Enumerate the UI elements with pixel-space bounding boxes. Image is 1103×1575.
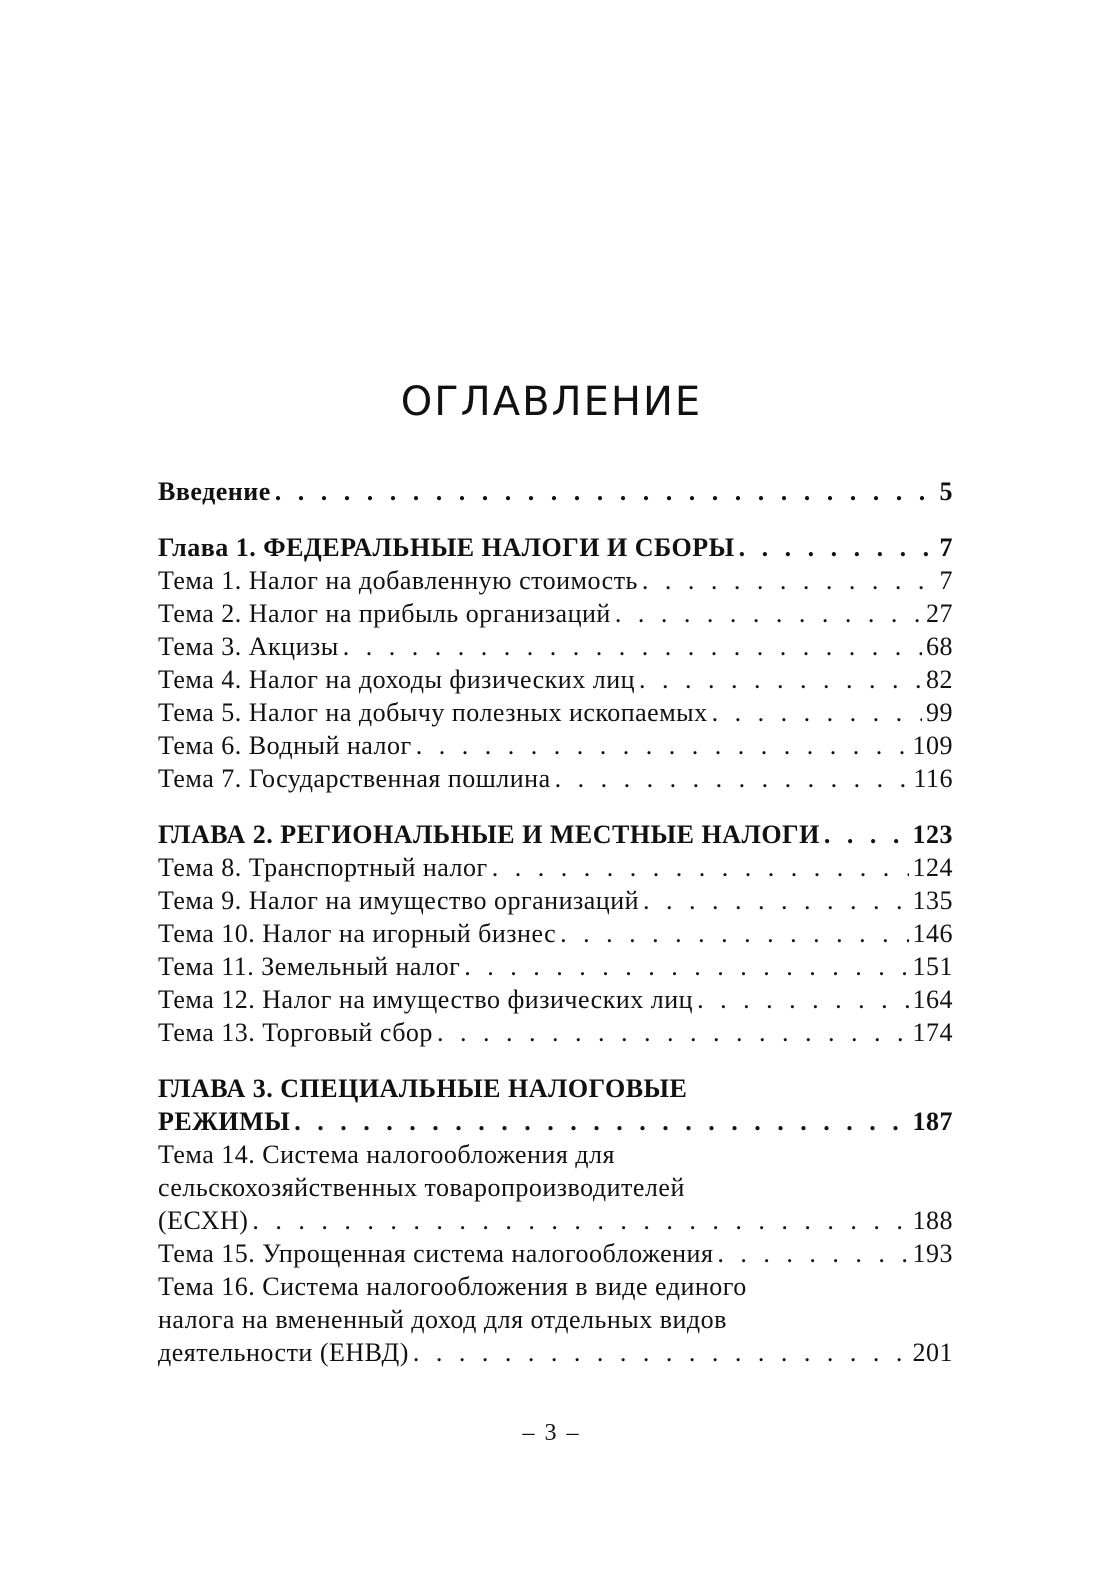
toc-topic-11[interactable] bbox=[158, 950, 953, 983]
dot-leader bbox=[294, 1105, 908, 1138]
dot-leader bbox=[555, 762, 910, 795]
toc-topic-6[interactable] bbox=[158, 729, 953, 762]
toc-topic-7[interactable] bbox=[158, 762, 953, 795]
toc-entry-label: Тема 7. Государственная пошлина bbox=[158, 764, 551, 793]
dot-leader bbox=[275, 475, 936, 508]
toc-entry-label: Тема 12. Налог на имущество физических лиц bbox=[158, 985, 694, 1014]
toc-topic-5[interactable] bbox=[158, 696, 953, 729]
toc-entry-label: Тема 15. Упрощенная система налогообложения bbox=[158, 1239, 714, 1268]
toc-topic-8[interactable] bbox=[158, 851, 953, 884]
toc-entry-label: Тема 8. Транспортный налог bbox=[158, 853, 488, 882]
dot-leader bbox=[824, 818, 909, 851]
toc-entry-page: 146 bbox=[912, 919, 953, 948]
toc-entry-page: 68 bbox=[926, 632, 953, 661]
toc-entry-label: Тема 2. Налог на прибыль организаций bbox=[158, 599, 611, 628]
toc-topic-13[interactable] bbox=[158, 1016, 953, 1049]
toc-chapter-3-line1[interactable]: ГЛАВА 3. СПЕЦИАЛЬНЫЕ НАЛОГОВЫЕ bbox=[158, 1074, 688, 1103]
toc-topic-4[interactable] bbox=[158, 663, 953, 696]
toc-topic-16-line1[interactable]: Тема 16. Система налогообложения в виде единого bbox=[158, 1272, 747, 1301]
toc-topic-14-line2[interactable]: сельскохозяйственных товаропроизводителей bbox=[158, 1173, 685, 1202]
dot-leader bbox=[492, 851, 909, 884]
toc-entry-label: Тема 10. Налог на игорный бизнес bbox=[158, 919, 557, 948]
toc-topic-15[interactable] bbox=[158, 1237, 953, 1270]
dot-leader bbox=[343, 630, 922, 663]
toc-entry-page: 99 bbox=[926, 698, 953, 727]
toc-entry-label: Тема 5. Налог на добычу полезных ископаемых bbox=[158, 698, 708, 727]
toc-entry-page: 124 bbox=[912, 853, 953, 882]
toc-entry-label: ГЛАВА 2. РЕГИОНАЛЬНЫЕ И МЕСТНЫЕ НАЛОГИ bbox=[158, 820, 820, 849]
toc-chapter-1[interactable] bbox=[158, 531, 953, 564]
toc-entry-page: 164 bbox=[912, 985, 953, 1014]
dot-leader bbox=[712, 696, 922, 729]
toc-entry-label: Введение bbox=[158, 477, 271, 506]
toc-entry-page: 174 bbox=[912, 1018, 953, 1047]
dot-leader bbox=[464, 950, 908, 983]
toc-entry-page: 193 bbox=[912, 1239, 953, 1268]
toc-topic-2[interactable] bbox=[158, 597, 953, 630]
toc-entry-page: 109 bbox=[912, 731, 953, 760]
toc-entry-label: (ЕСХН) bbox=[158, 1206, 249, 1235]
toc-entry-page: 151 bbox=[912, 952, 953, 981]
toc-topic-14-line1[interactable]: Тема 14. Система налогообложения для bbox=[158, 1140, 615, 1169]
toc-topic-12[interactable] bbox=[158, 983, 953, 1016]
dot-leader bbox=[416, 729, 909, 762]
page-title: ОГЛАВЛЕНИЕ bbox=[400, 379, 703, 425]
toc-entry-page: 187 bbox=[912, 1107, 953, 1136]
toc-entry-page: 116 bbox=[913, 764, 953, 793]
toc-entry-label: Тема 6. Водный налог bbox=[158, 731, 412, 760]
toc-entry-label: Тема 13. Торговый сбор bbox=[158, 1018, 433, 1047]
toc-topic-1[interactable] bbox=[158, 564, 953, 597]
toc-chapter-2[interactable] bbox=[158, 818, 953, 851]
toc-entry-label: Тема 11. Земельный налог bbox=[158, 952, 461, 981]
toc-topic-10[interactable] bbox=[158, 917, 953, 950]
dot-leader bbox=[437, 1016, 909, 1049]
toc-entry-page: 188 bbox=[912, 1206, 953, 1235]
toc-entry-page: 135 bbox=[912, 886, 953, 915]
dot-leader bbox=[643, 884, 908, 917]
toc-entry-page: 82 bbox=[926, 665, 953, 694]
toc-entry-page: 5 bbox=[939, 477, 953, 506]
toc-entry-label: РЕЖИМЫ bbox=[158, 1107, 291, 1136]
toc-entry-introduction[interactable] bbox=[158, 475, 953, 508]
dot-leader bbox=[639, 663, 922, 696]
toc-entry-label: Глава 1. ФЕДЕРАЛЬНЫЕ НАЛОГИ И СБОРЫ bbox=[158, 533, 735, 562]
toc-entry-page: 123 bbox=[912, 820, 953, 849]
toc-entry-page: 7 bbox=[939, 533, 953, 562]
dot-leader bbox=[717, 1237, 908, 1270]
toc-topic-16[interactable] bbox=[158, 1336, 953, 1369]
dot-leader bbox=[697, 983, 908, 1016]
toc-entry-label: Тема 9. Налог на имущество организаций bbox=[158, 886, 640, 915]
page-number: – 3 – bbox=[522, 1420, 581, 1446]
toc-topic-3[interactable] bbox=[158, 630, 953, 663]
toc-entry-page: 7 bbox=[939, 566, 953, 595]
dot-leader bbox=[739, 531, 936, 564]
dot-leader bbox=[615, 597, 922, 630]
toc-entry-label: деятельности (ЕНВД) bbox=[158, 1338, 409, 1367]
toc-chapter-3[interactable] bbox=[158, 1105, 953, 1138]
toc-topic-16-line2[interactable]: налога на вмененный доход для отдельных видов bbox=[158, 1305, 727, 1334]
toc-entry-label: Тема 3. Акцизы bbox=[158, 632, 339, 661]
toc-entry-page: 201 bbox=[912, 1338, 953, 1367]
dot-leader bbox=[252, 1204, 908, 1237]
dot-leader bbox=[642, 564, 936, 597]
table-of-contents bbox=[158, 475, 953, 1369]
dot-leader bbox=[413, 1336, 909, 1369]
toc-entry-page: 27 bbox=[926, 599, 953, 628]
toc-entry-label: Тема 4. Налог на доходы физических лиц bbox=[158, 665, 636, 694]
toc-topic-14[interactable] bbox=[158, 1204, 953, 1237]
toc-topic-9[interactable] bbox=[158, 884, 953, 917]
toc-entry-label: Тема 1. Налог на добавленную стоимость bbox=[158, 566, 638, 595]
dot-leader bbox=[560, 917, 908, 950]
